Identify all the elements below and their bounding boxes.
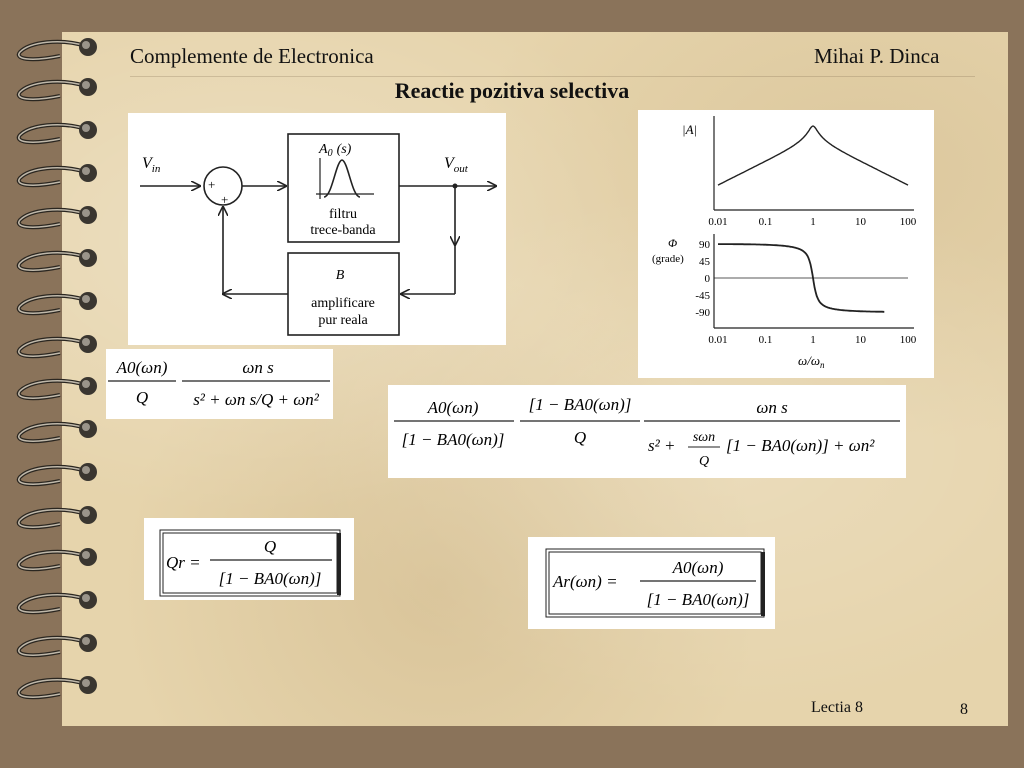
svg-text:A0(ωn): A0(ωn) — [672, 558, 724, 577]
svg-text:A0(ωn): A0(ωn) — [116, 358, 168, 377]
plus-top: + — [208, 177, 216, 192]
svg-text:[1 − BA0(ωn)]: [1 − BA0(ωn)] — [218, 569, 322, 588]
x-tick-label: 10 — [855, 334, 866, 346]
svg-text:Vout: $V_{out}$ — [444, 155, 468, 175]
phase-tick-label: -45 — [695, 290, 710, 302]
feedback-label-2: pur reala — [318, 313, 368, 328]
svg-text:[1 − BA0(ωn)]: [1 − BA0(ωn)] — [401, 430, 505, 449]
filter-label-2: trece-banda — [310, 223, 376, 238]
phase-tick-label: 90 — [699, 239, 710, 251]
lesson-label: Lectia 8 — [811, 699, 863, 716]
equation-ar — [528, 537, 775, 629]
magnitude-axis-label: |A| — [682, 122, 698, 137]
binding-ring — [0, 585, 110, 621]
x-tick-label: 1 — [810, 216, 816, 228]
feedback-label-1: amplificare — [311, 296, 375, 311]
x-tick-label: 1 — [810, 334, 816, 346]
svg-text:[1 − BA0(ωn)]: [1 − BA0(ωn)] — [528, 395, 632, 414]
feedback-symbol: B — [335, 268, 345, 283]
author-name: Mihai P. Dinca — [814, 44, 940, 68]
svg-text:Vin: $V_{in}$ — [142, 155, 161, 175]
binding-ring — [0, 200, 110, 236]
plus-bottom: + — [221, 192, 229, 207]
binding-ring — [0, 32, 110, 68]
binding-ring — [0, 371, 110, 407]
header-rule — [130, 76, 975, 77]
slide-title: Reactie pozitiva selectiva — [394, 78, 630, 103]
svg-text:s² + ωn s/Q + ωn²: s² + ωn s/Q + ωn² — [193, 390, 319, 409]
svg-text:Qr =: Qr = — [166, 553, 201, 572]
svg-text:Q: Q — [698, 454, 710, 469]
x-axis-label: $\omega/\omega_n$ — [798, 353, 825, 370]
phase-unit: (grade) — [652, 253, 684, 265]
binding-ring — [0, 243, 110, 279]
phase-tick-label: -90 — [695, 307, 710, 319]
binding-ring — [0, 329, 110, 365]
x-tick-label: 10 — [855, 216, 866, 228]
block-diagram — [128, 113, 506, 345]
phase-tick-label: 0 — [704, 273, 710, 285]
binding-ring — [0, 457, 110, 493]
svg-text:ωn s: ωn s — [756, 398, 788, 417]
x-tick-label: 0.1 — [758, 216, 773, 228]
equation-open-loop — [106, 349, 333, 419]
binding-ring — [0, 115, 110, 151]
binding-ring — [0, 286, 110, 322]
svg-text:s² +: s² + — [648, 436, 676, 455]
svg-text:Q: Q — [263, 537, 277, 556]
binding-ring — [0, 628, 110, 664]
svg-text:sωn: sωn — [692, 430, 716, 445]
binding-ring — [0, 542, 110, 578]
binding-ring — [0, 414, 110, 450]
bode-plot — [638, 110, 934, 378]
binding-ring — [0, 670, 110, 706]
svg-text:Ar(ωn) =: Ar(ωn) = — [553, 572, 618, 591]
course-title: Complemente de Electronica — [130, 44, 374, 68]
bandpass-curve — [324, 160, 360, 197]
svg-text:A0(s): $A_0$ (s) — [319, 142, 352, 159]
svg-text:[1 − BA0(ωn)] + ωn²: [1 − BA0(ωn)] + ωn² — [726, 436, 875, 455]
svg-text:[1 − BA0(ωn)]: [1 − BA0(ωn)] — [646, 590, 750, 609]
equation-qr — [144, 518, 354, 600]
binding-ring — [0, 158, 110, 194]
svg-text:ωn s: ωn s — [242, 358, 274, 377]
x-tick-label: 0.01 — [708, 216, 728, 228]
svg-text:Q: Q — [135, 388, 149, 407]
svg-text:A0(ωn): A0(ωn) — [427, 398, 479, 417]
page-number: 8 — [960, 701, 968, 718]
phase-axis-label: Φ — [668, 236, 678, 250]
x-tick-label: 0.1 — [758, 334, 773, 346]
phase-tick-label: 45 — [699, 256, 710, 268]
svg-text:Q: Q — [573, 428, 587, 447]
filter-label-1: filtru — [329, 207, 357, 222]
magnitude-curve — [718, 126, 908, 185]
x-tick-label: 100 — [899, 334, 917, 346]
x-tick-label: 100 — [899, 216, 917, 228]
x-tick-label: 0.01 — [708, 334, 728, 346]
equation-closed-loop — [388, 385, 906, 478]
binding-ring — [0, 500, 110, 536]
